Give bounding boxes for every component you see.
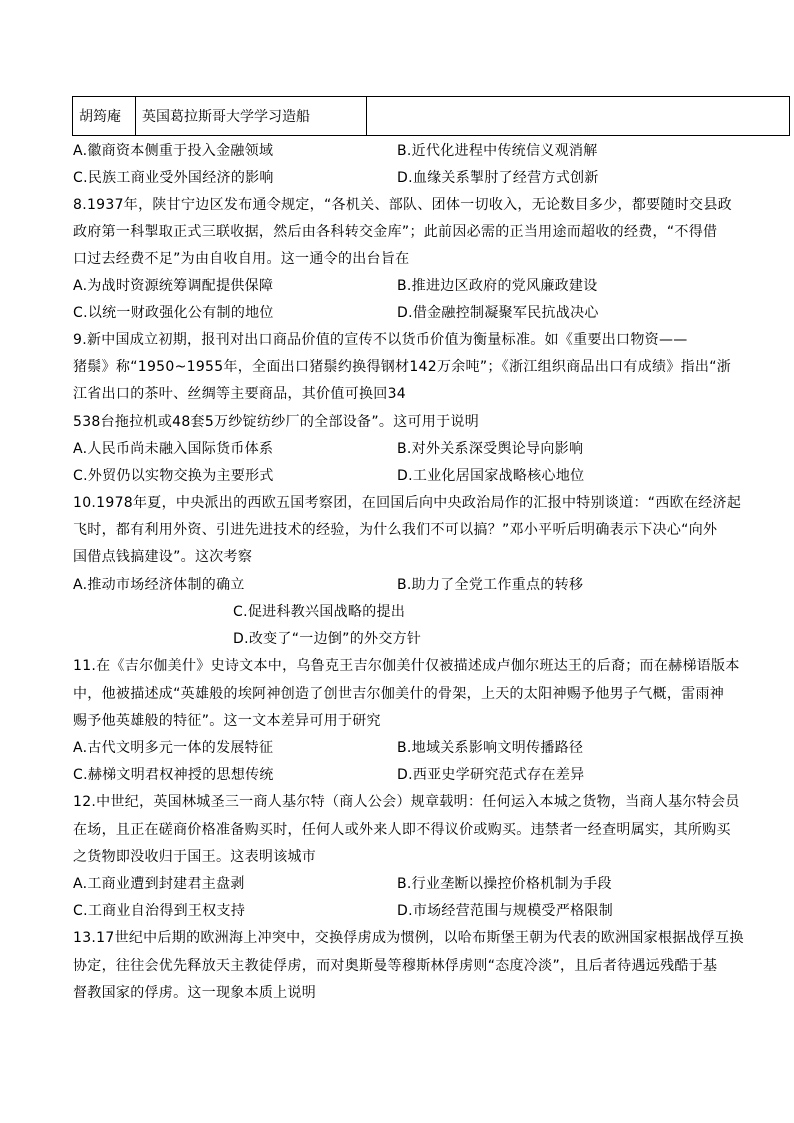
q7-option-d: D.血缘关系掣肘了经营方式创新 xyxy=(397,170,599,186)
q11-stem-line1: 11.在《吉尔伽美什》史诗文本中，乌鲁克王吉尔伽美什仅被描述成卢伽尔班达王的后裔；而在赫梯语版本 xyxy=(73,658,740,674)
q12-option-a: A.工商业遭到封建君主盘剥 xyxy=(73,876,245,892)
q8-option-b: B.推进边区政府的党风廉政建设 xyxy=(397,278,598,294)
q8-stem-line3: 口过去经费不足”为由自收自用。这一通令的出台旨在 xyxy=(73,251,410,267)
q9-option-a: A.人民币尚未融入国际货币体系 xyxy=(73,441,274,457)
q9-stem-line2: 猪鬃》称“1950~1955年，全面出口猪鬃约换得钢材142万余吨”；《浙江组织商品出口有成绩》指出“浙 xyxy=(73,359,732,375)
info-table xyxy=(72,96,790,136)
q9-stem-line3: 江省出口的茶叶、丝绸等主要商品，其价值可换回34 xyxy=(73,386,407,402)
q10-option-d: D.改变了“一边倒”的外交方针 xyxy=(233,631,422,647)
q8-option-a: A.为战时资源统筹调配提供保障 xyxy=(73,278,274,294)
table-cell-empty xyxy=(367,97,790,136)
q9-option-c: C.外贸仍以实物交换为主要形式 xyxy=(73,468,274,484)
q11-option-d: D.西亚史学研究范式存在差异 xyxy=(397,767,585,783)
q10-option-b: B.助力了全党工作重点的转移 xyxy=(397,577,584,593)
q10-stem-line3: 国借点钱搞建设”。这次考察 xyxy=(73,549,253,565)
q9-option-d: D.工业化居国家战略核心地位 xyxy=(397,468,585,484)
q8-stem-line2: 政府第一科掣取正式三联收据，然后由各科转交金库”；此前因必需的正当用途而超收的经费，“不得借 xyxy=(73,224,718,240)
q10-stem-line1: 10.1978年夏，中央派出的西欧五国考察团，在回国后向中央政治局作的汇报中特别谈道：“西欧在经济起 xyxy=(73,495,742,511)
q10-option-a: A.推动市场经济体制的确立 xyxy=(73,577,245,593)
q13-stem-line3: 督教国家的俘虏。这一现象本质上说明 xyxy=(73,985,317,1001)
q12-option-c: C.工商业自治得到王权支持 xyxy=(73,903,246,919)
q7-option-a: A.徽商资本侧重于投入金融领域 xyxy=(73,143,274,159)
q8-option-c: C.以统一财政强化公有制的地位 xyxy=(73,305,274,321)
q9-stem-line1: 9.新中国成立初期，报刊对出口商品价值的宣传不以货币价值为衡量标准。如《重要出口物资—— xyxy=(73,332,688,348)
q11-option-b: B.地域关系影响文明传播路径 xyxy=(397,740,584,756)
q12-stem-line3: 之货物即没收归于国王。这表明该城市 xyxy=(73,849,317,865)
q11-option-a: A.古代文明多元一体的发展特征 xyxy=(73,740,274,756)
q12-option-b: B.行业垄断以操控价格机制为手段 xyxy=(397,876,612,892)
q10-stem-line2: 飞时，都有利用外资、引进先进技术的经验，为什么我们不可以搞？”邓小平听后明确表示下决心“向外 xyxy=(73,522,718,538)
q12-stem-line1: 12.中世纪，英国林城圣三一商人基尔特（商人公会）规章载明：任何运入本城之货物，当商人基尔特会员 xyxy=(73,794,740,810)
q9-option-b: B.对外关系深受舆论导向影响 xyxy=(397,441,584,457)
q13-stem-line1: 13.17世纪中后期的欧洲海上冲突中，交换俘虏成为惯例，以哈布斯堡王朝为代表的欧洲国家根据战俘互换 xyxy=(73,930,744,946)
table-cell-name: 胡筠庵 xyxy=(73,97,136,136)
q8-stem-line1: 8.1937年，陕甘宁边区发布通令规定，“各机关、部队、团体一切收入，无论数目多少，都要随时交县政 xyxy=(73,197,732,213)
q10-option-c: C.促进科教兴国战略的提出 xyxy=(233,604,406,620)
q7-option-b: B.近代化进程中传统信义观消解 xyxy=(397,143,598,159)
table-cell-experience: 英国葛拉斯哥大学学习造船 xyxy=(136,97,367,136)
q11-stem-line3: 赐予他英雄般的特征”。这一文本差异可用于研究 xyxy=(73,713,381,729)
q12-option-d: D.市场经营范围与规模受严格限制 xyxy=(397,903,614,919)
q12-stem-line2: 在场，且正在磋商价格准备购买时，任何人或外来人即不得议价或购买。违禁者一经查明属实，其所购买 xyxy=(73,822,731,838)
q8-option-d: D.借金融控制凝聚军民抗战决心 xyxy=(397,305,599,321)
q11-stem-line2: 中，他被描述成“英雄般的埃阿神创造了创世吉尔伽美什的骨架，上天的太阳神赐予他男子气概，雷雨神 xyxy=(73,686,725,702)
q9-stem-line4: 538台拖拉机或48套5万纱锭纺纱厂的全部设备”。这可用于说明 xyxy=(73,414,479,430)
q7-option-c: C.民族工商业受外国经济的影响 xyxy=(73,170,274,186)
q13-stem-line2: 协定，往往会优先释放天主教徒俘虏，而对奥斯曼等穆斯林俘虏则“态度冷淡”，且后者待遇远残酷于基 xyxy=(73,958,718,974)
q11-option-c: C.赫梯文明君权神授的思想传统 xyxy=(73,767,274,783)
table-row xyxy=(73,97,790,136)
